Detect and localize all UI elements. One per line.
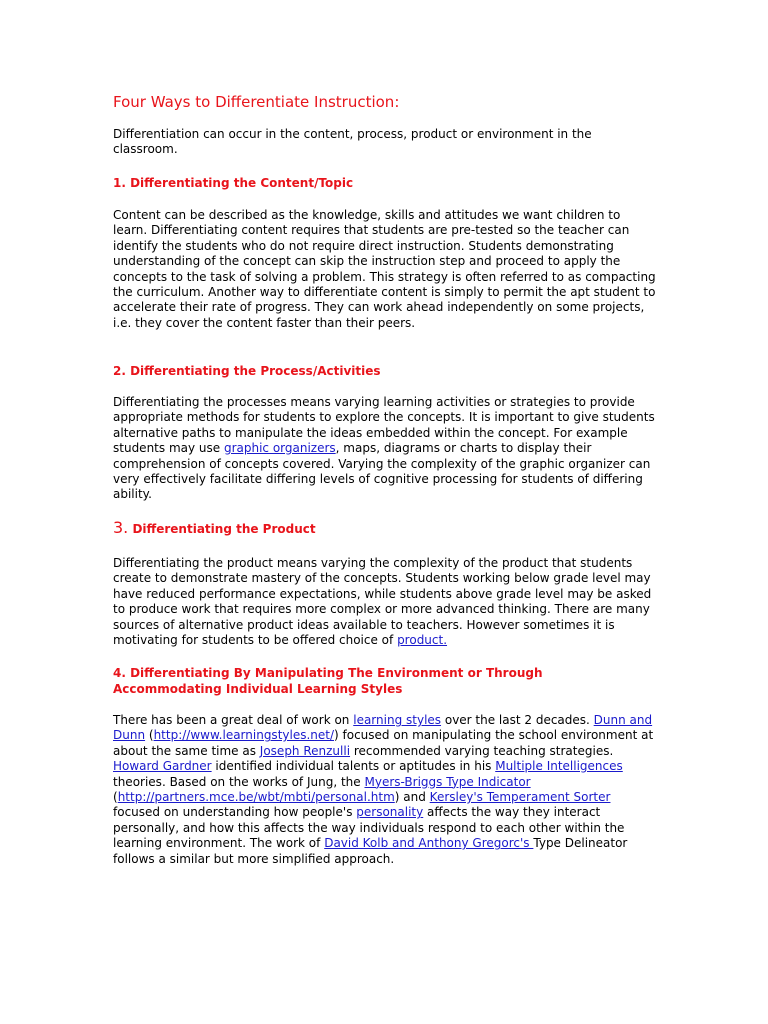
- s4-text-3: (: [145, 728, 154, 743]
- learningstyles-url-link[interactable]: http://www.learningstyles.net/: [153, 728, 335, 743]
- s4-text-9: ) and: [394, 790, 430, 805]
- s4-text-11: affects the way they interact personally, and how this affects the way individuals respond to each other within the learning environment. The work of: [113, 805, 625, 851]
- howard-gardner-link[interactable]: Howard Gardner: [113, 759, 212, 774]
- section-3-text: Differentiating the product means varying the complexity of the product that students create to demonstrate mastery of the concepts. Students working below grade level may have reduced performance expectations, while students above grade level may be asked to produce work that requires more complex or more advanced thinking. There are many sources of alternative product ideas available to teachers. However sometimes it is motivating for students to be offered choice of: [113, 556, 652, 648]
- joseph-renzulli-link[interactable]: Joseph Renzulli: [259, 743, 351, 758]
- section-1-heading: 1. Differentiating the Content/Topic: [113, 176, 354, 190]
- section-2-heading: 2. Differentiating the Process/Activities: [113, 364, 381, 378]
- section-2-text-part-2: , maps, diagrams or charts to display their comprehension of concepts covered. Varying the complexity of the graphic organizer can very effectively facilitate differing levels of cognitive processing for students of differing ability.: [113, 441, 651, 502]
- s4-text-7: theories. Based on the works of Jung, the: [113, 774, 365, 789]
- section-3-number: 3.: [113, 518, 129, 537]
- graphic-organizers-link[interactable]: graphic organizers: [223, 441, 336, 456]
- s4-text-12: Type Delineator follows a similar but more simplified approach.: [113, 836, 628, 866]
- dunn-and-dunn-link[interactable]: Dunn and Dunn: [113, 713, 653, 743]
- myers-briggs-link[interactable]: Myers-Briggs Type Indicator: [364, 774, 531, 789]
- intro-paragraph: Differentiation can occur in the content, process, product or environment in the classroom.: [113, 127, 592, 157]
- learning-styles-link[interactable]: learning styles: [353, 713, 442, 727]
- s4-text-1: There has been a great deal of work on: [113, 713, 354, 727]
- s4-text-10: focused on understanding how people's: [113, 805, 357, 820]
- section-3-heading-text: Differentiating the Product: [128, 522, 316, 536]
- kolb-gregorc-link[interactable]: David Kolb and Anthony Gregorc's: [324, 836, 534, 851]
- s4-text-6: identified individual talents or aptitudes in his: [211, 759, 496, 774]
- section-3-paragraph: [113, 556, 658, 648]
- section-2-paragraph: [113, 395, 658, 503]
- section-3-heading: [113, 520, 658, 537]
- page-title: Four Ways to Differentiate Instruction:: [113, 93, 400, 111]
- s4-text-4: ) focused on manipulating the school environment at about the same time as: [113, 728, 654, 758]
- section-1-paragraph: Content can be described as the knowledge, skills and attitudes we want children to learn. Differentiating content requires that students are pre-tested so the teacher can identify the students who do not require direct instruction. Students demonstrating understanding of the concept can skip the instruction step and proceed to apply the concepts to the task of solving a problem. This strategy is often referred to as compacting the curriculum. Another way to differentiate content is simply to permit the apt student to accelerate their rate of progress. They can work ahead independently on some projects, i.e. they cover the content faster than their peers.: [113, 208, 656, 330]
- s4-text-2: over the last 2 decades.: [441, 713, 594, 727]
- multiple-intelligences-link[interactable]: Multiple Intelligences: [495, 759, 623, 774]
- section-2-text-part-1: Differentiating the processes means varying learning activities or strategies to provide appropriate methods for students to explore the concepts. It is important to give students alternative paths to manipulate the ideas embedded within the concept. For example students may use: [113, 395, 655, 456]
- temperament-sorter-link[interactable]: Kersley's Temperament Sorter: [429, 790, 611, 805]
- mbti-url-link[interactable]: http://partners.mce.be/wbt/mbti/personal.htm: [117, 790, 395, 805]
- section-4-heading: 4. Differentiating By Manipulating The Environment or Through Accommodating Individual Learning Styles: [113, 666, 543, 696]
- product-link[interactable]: product.: [397, 633, 448, 648]
- section-4-paragraph: [113, 713, 658, 867]
- s4-text-5: recommended varying teaching strategies.: [350, 743, 614, 758]
- personality-link[interactable]: personality: [356, 805, 424, 820]
- s4-text-8: (: [113, 790, 118, 805]
